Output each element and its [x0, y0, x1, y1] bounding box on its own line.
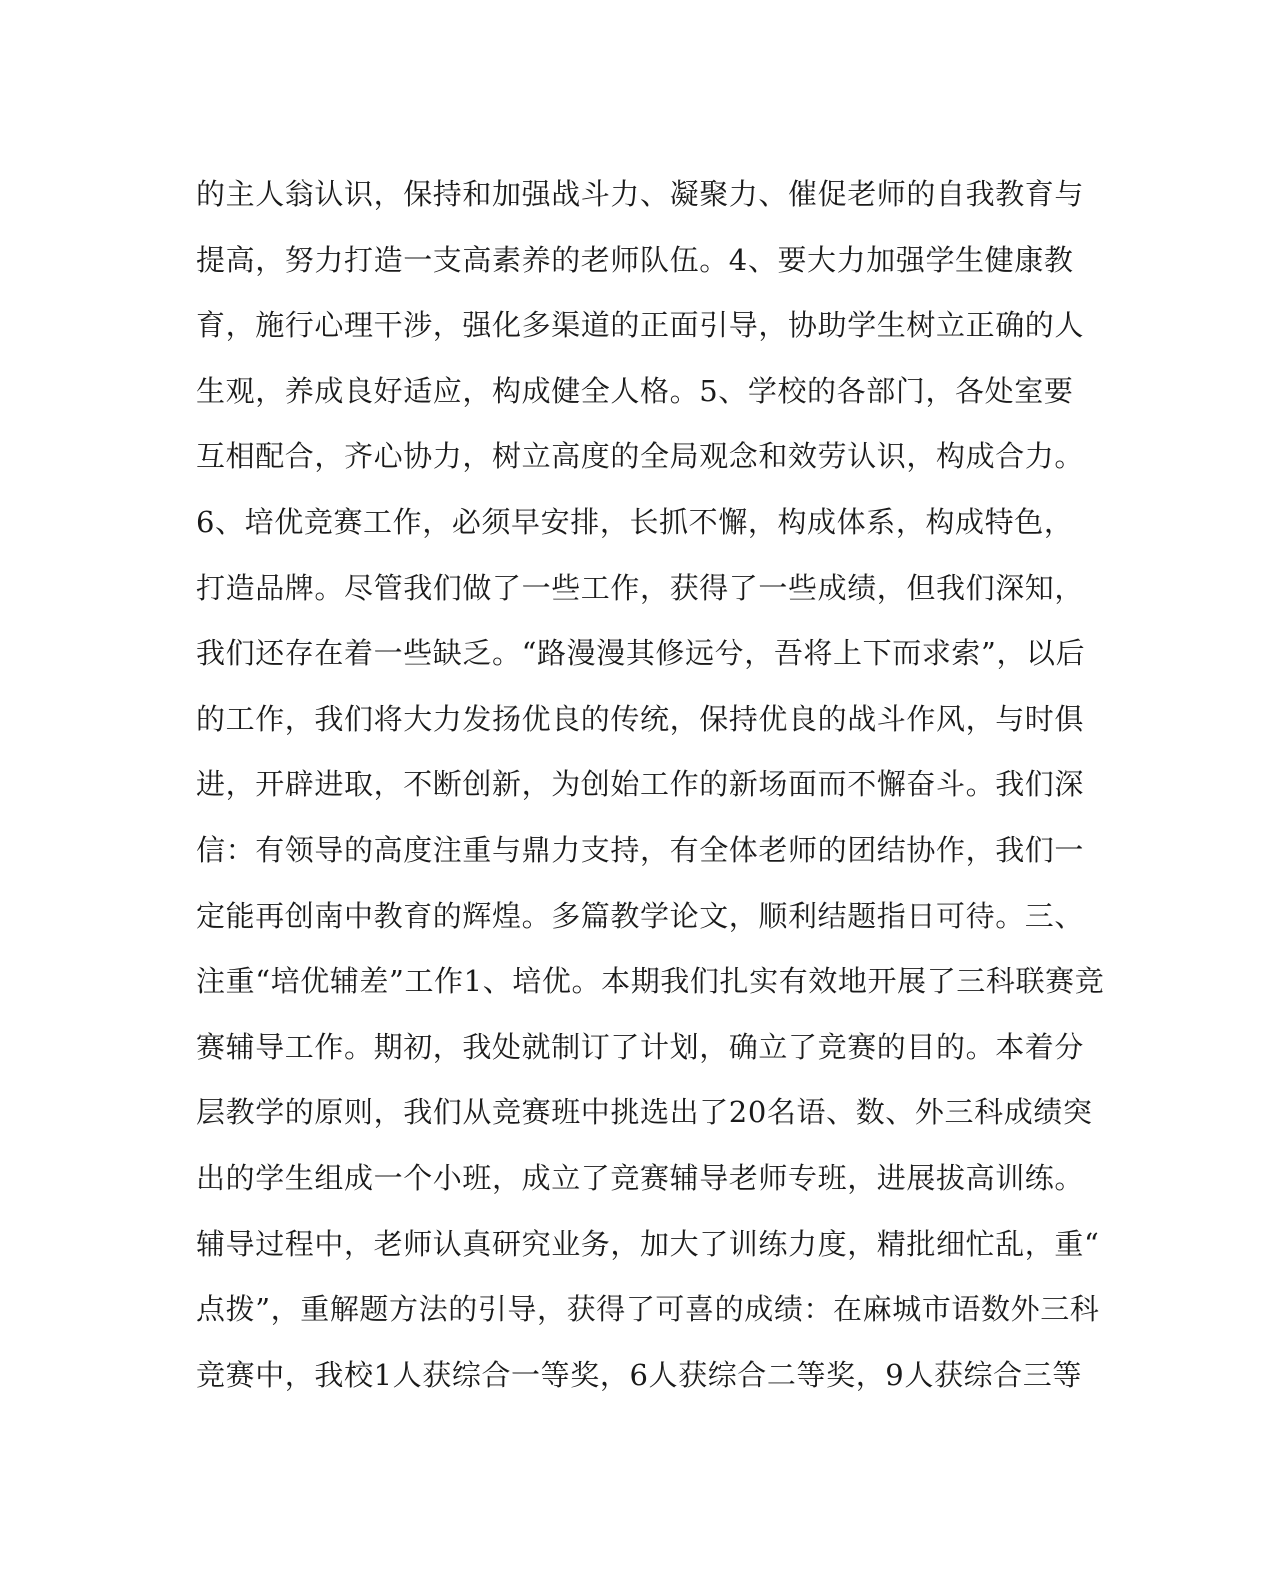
text-line-6: 6、培优竞赛工作，必须早安排，长抓不懈，构成体系，构成特色， — [196, 504, 1074, 539]
text-line-11: 信：有领导的高度注重与鼎力支持，有全体老师的团结协作，我们一 — [196, 832, 1085, 867]
text-line-9: 的工作，我们将大力发扬优良的传统，保持优良的战斗作风，与时俱 — [196, 701, 1085, 736]
text-line-10: 进，开辟进取，不断创新，为创始工作的新场面而不懈奋斗。我们深 — [196, 767, 1085, 802]
text-line-14: 赛辅导工作。期初，我处就制订了计划，确立了竞赛的目的。本着分 — [196, 1029, 1085, 1064]
text-line-1: 的主人翁认识，保持和加强战斗力、凝聚力、催促老师的自我教育与 — [196, 177, 1085, 211]
text-line-7: 打造品牌。尽管我们做了一些工作，获得了一些成绩，但我们深知， — [196, 570, 1085, 605]
text-line-18: 点拨”，重解题方法的引导，获得了可喜的成绩：在麻城市语数外三科 — [196, 1292, 1100, 1327]
body-text — [196, 162, 1105, 1408]
text-line-3: 育，施行心理干涉，强化多渠道的正面引导，协助学生树立正确的人 — [196, 308, 1085, 343]
text-line-15: 层教学的原则，我们从竞赛班中挑选出了20名语、数、外三科成绩突 — [196, 1095, 1093, 1130]
text-line-2: 提高，努力打造一支高素养的老师队伍。4、要大力加强学生健康教 — [196, 242, 1074, 277]
text-line-17: 辅导过程中，老师认真研究业务，加大了训练力度，精批细忙乱，重“ — [196, 1226, 1100, 1261]
text-line-4: 生观，养成良好适应，构成健全人格。5、学校的各部门，各处室要 — [196, 373, 1074, 408]
text-line-8: 我们还存在着一些缺乏。“路漫漫其修远兮，吾将上下而求索”，以后 — [196, 636, 1086, 671]
text-line-19: 竞赛中，我校1人获综合一等奖，6人获综合二等奖，9人获综合三等 — [196, 1357, 1082, 1392]
text-line-13: 注重“培优辅差”工作1、培优。本期我们扎实有效地开展了三科联赛竞 — [196, 964, 1105, 999]
text-line-16: 出的学生组成一个小班，成立了竞赛辅导老师专班，进展拔高训练。 — [196, 1160, 1085, 1195]
text-line-5: 互相配合，齐心协力，树立高度的全局观念和效劳认识，构成合力。 — [196, 439, 1085, 474]
text-line-12: 定能再创南中教育的辉煌。多篇教学论文，顺利结题指日可待。三、 — [196, 898, 1085, 933]
